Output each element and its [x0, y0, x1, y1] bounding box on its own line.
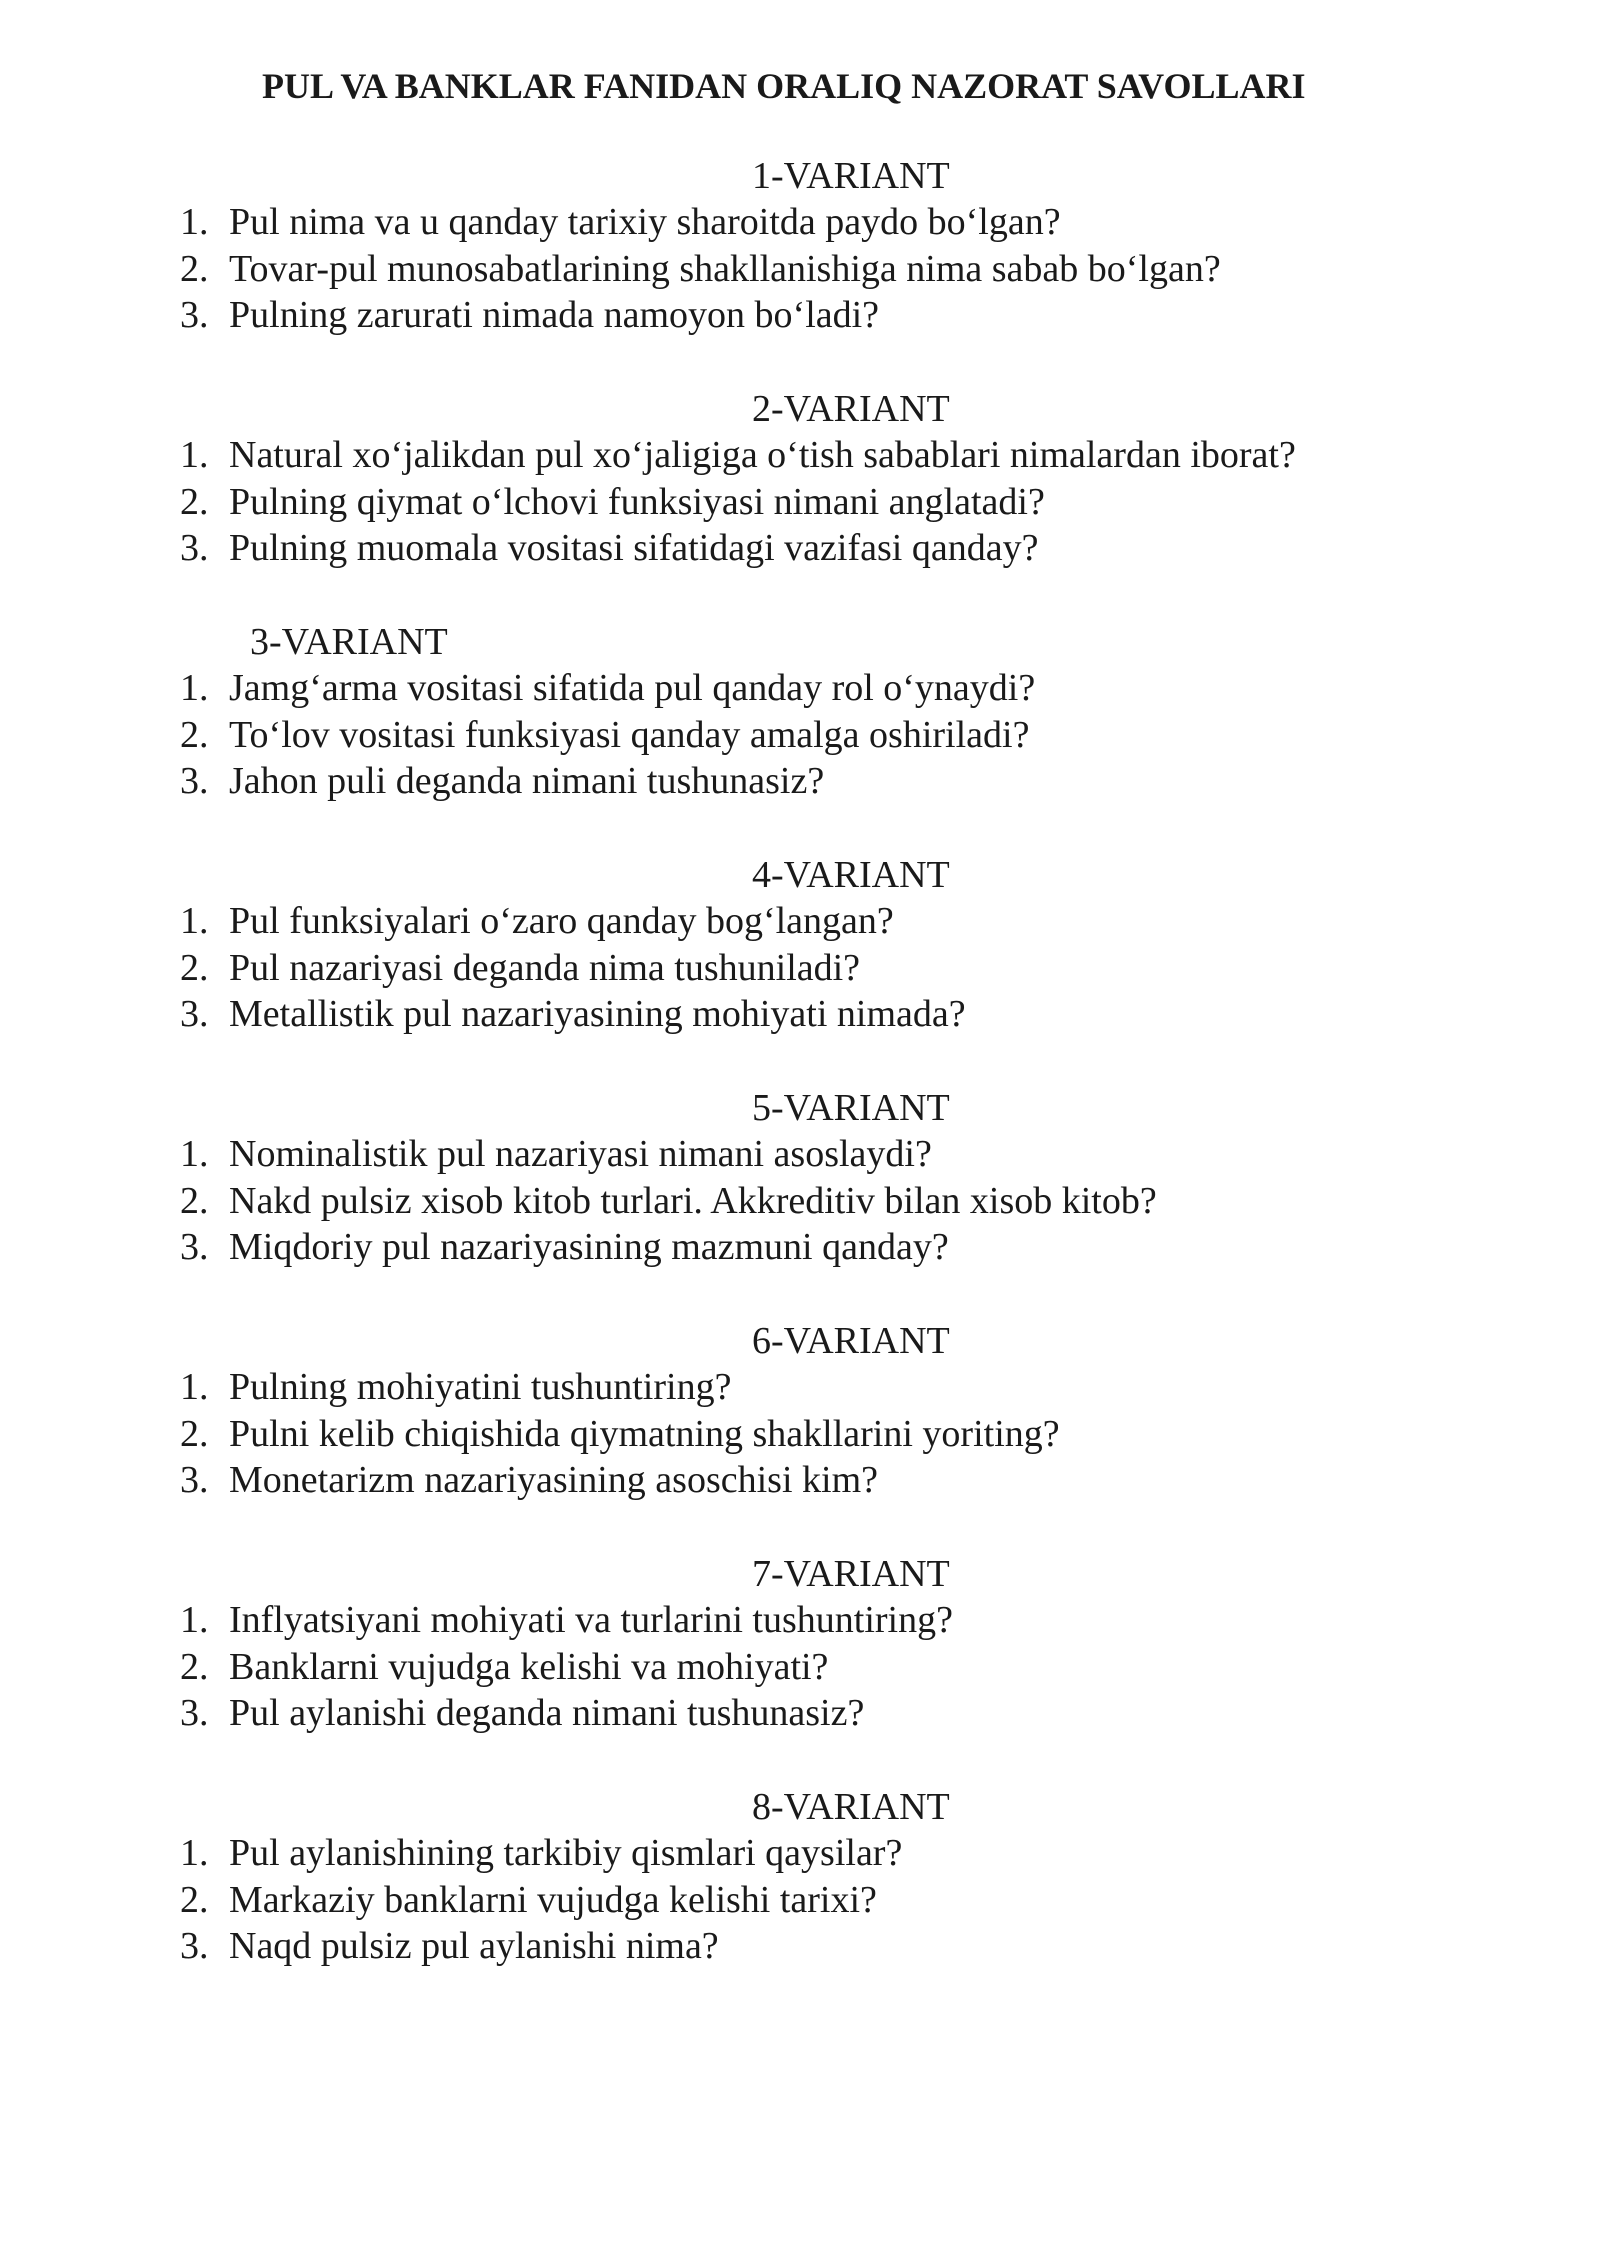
question-item: [0, 1131, 1600, 1178]
question-number: 3.: [180, 1925, 209, 1967]
question-item: [0, 665, 1600, 712]
question-number: 1.: [180, 201, 209, 243]
question-text: Pul nima va u qanday tarixiy sharoitda paydo bo‘lgan?: [229, 201, 1061, 243]
question-item: [0, 991, 1600, 1038]
question-text: Naqd pulsiz pul aylanishi nima?: [229, 1925, 719, 1967]
question-text: Pul funksiyalari o‘zaro qanday bog‘langan?: [229, 900, 894, 942]
question-number: 2.: [180, 946, 209, 989]
variant-1-section: [0, 153, 1600, 339]
variant-7-section: [0, 1551, 1600, 1737]
question-text: Natural xo‘jalikdan pul xo‘jaligiga o‘tish sabablari nimalardan iborat?: [229, 434, 1296, 476]
question-text: To‘lov vositasi funksiyasi qanday amalga oshiriladi?: [229, 713, 1030, 756]
variant-heading: 3-VARIANT: [250, 621, 448, 663]
question-item: [0, 199, 1600, 246]
variant-6-section: [0, 1318, 1600, 1504]
variant-4-section: [0, 852, 1600, 1038]
question-item: [0, 1457, 1600, 1504]
question-item: [0, 1597, 1600, 1644]
question-number: 2.: [180, 247, 209, 290]
question-text: Pul aylanishi deganda nimani tushunasiz?: [229, 1692, 865, 1734]
question-list: [0, 432, 1600, 572]
variant-8-section: [0, 1784, 1600, 1970]
question-item: [0, 945, 1600, 992]
document-title: PUL VA BANKLAR FANIDAN ORALIQ NAZORAT SAVOLLARI: [262, 66, 1306, 106]
question-item: [0, 246, 1600, 293]
question-text: Jahon puli deganda nimani tushunasiz?: [229, 760, 825, 802]
question-number: 2.: [180, 1645, 209, 1688]
question-text: Pul nazariyasi deganda nima tushuniladi?: [229, 946, 861, 989]
question-text: Pulning muomala vositasi sifatidagi vazifasi qanday?: [229, 527, 1039, 569]
question-list: [0, 1364, 1600, 1504]
question-item: [0, 1877, 1600, 1924]
variant-heading: 6-VARIANT: [752, 1320, 950, 1362]
question-list: [0, 665, 1600, 805]
variant-heading: 5-VARIANT: [752, 1087, 950, 1129]
variant-heading: 4-VARIANT: [752, 854, 950, 896]
question-number: 3.: [180, 294, 209, 336]
question-text: Pul aylanishining tarkibiy qismlari qaysilar?: [229, 1832, 903, 1874]
question-item: [0, 1411, 1600, 1458]
question-number: 1.: [180, 667, 209, 709]
variant-heading: 2-VARIANT: [752, 388, 950, 430]
question-item: [0, 898, 1600, 945]
variant-3-section: [0, 619, 1600, 805]
question-number: 3.: [180, 760, 209, 802]
question-item: [0, 1690, 1600, 1737]
question-item: [0, 1923, 1600, 1970]
question-text: Nakd pulsiz xisob kitob turlari. Akkreditiv bilan xisob kitob?: [229, 1179, 1157, 1222]
question-number: 2.: [180, 713, 209, 756]
question-number: 1.: [180, 1133, 209, 1175]
question-list: [0, 1131, 1600, 1271]
question-list: [0, 1830, 1600, 1970]
variant-2-section: [0, 386, 1600, 572]
question-item: [0, 292, 1600, 339]
question-list: [0, 199, 1600, 339]
question-number: 1.: [180, 1832, 209, 1874]
question-item: [0, 758, 1600, 805]
question-item: [0, 712, 1600, 759]
question-number: 1.: [180, 1366, 209, 1408]
question-item: [0, 479, 1600, 526]
question-item: [0, 1644, 1600, 1691]
question-number: 3.: [180, 1459, 209, 1501]
question-number: 3.: [180, 1692, 209, 1734]
variant-heading: 8-VARIANT: [752, 1786, 950, 1828]
question-number: 1.: [180, 434, 209, 476]
question-text: Monetarizm nazariyasining asoschisi kim?: [229, 1459, 878, 1501]
question-number: 2.: [180, 480, 209, 523]
question-text: Pulning zarurati nimada namoyon bo‘ladi?: [229, 294, 880, 336]
question-text: Markaziy banklarni vujudga kelishi tarixi?: [229, 1878, 877, 1921]
question-number: 3.: [180, 1226, 209, 1268]
question-text: Pulni kelib chiqishida qiymatning shakllarini yoriting?: [229, 1412, 1060, 1455]
question-text: Inflyatsiyani mohiyati va turlarini tushuntiring?: [229, 1599, 953, 1641]
question-text: Miqdoriy pul nazariyasining mazmuni qanday?: [229, 1226, 949, 1268]
question-text: Jamg‘arma vositasi sifatida pul qanday rol o‘ynaydi?: [229, 667, 1036, 709]
question-number: 2.: [180, 1412, 209, 1455]
question-number: 3.: [180, 527, 209, 569]
question-text: Tovar-pul munosabatlarining shakllanishiga nima sabab bo‘lgan?: [229, 247, 1221, 290]
question-text: Metallistik pul nazariyasining mohiyati nimada?: [229, 993, 966, 1035]
question-text: Pulning mohiyatini tushuntiring?: [229, 1366, 732, 1408]
variant-heading: 7-VARIANT: [752, 1553, 950, 1595]
question-number: 1.: [180, 900, 209, 942]
question-number: 3.: [180, 993, 209, 1035]
question-item: [0, 1364, 1600, 1411]
question-text: Pulning qiymat o‘lchovi funksiyasi nimani anglatadi?: [229, 480, 1045, 523]
question-number: 1.: [180, 1599, 209, 1641]
question-number: 2.: [180, 1878, 209, 1921]
question-list: [0, 898, 1600, 1038]
question-text: Nominalistik pul nazariyasi nimani asoslaydi?: [229, 1133, 932, 1175]
question-item: [0, 432, 1600, 479]
question-item: [0, 1830, 1600, 1877]
question-item: [0, 525, 1600, 572]
question-text: Banklarni vujudga kelishi va mohiyati?: [229, 1645, 829, 1688]
variant-heading: 1-VARIANT: [752, 155, 950, 197]
variant-5-section: [0, 1085, 1600, 1271]
question-number: 2.: [180, 1179, 209, 1222]
question-item: [0, 1224, 1600, 1271]
question-item: [0, 1178, 1600, 1225]
question-list: [0, 1597, 1600, 1737]
